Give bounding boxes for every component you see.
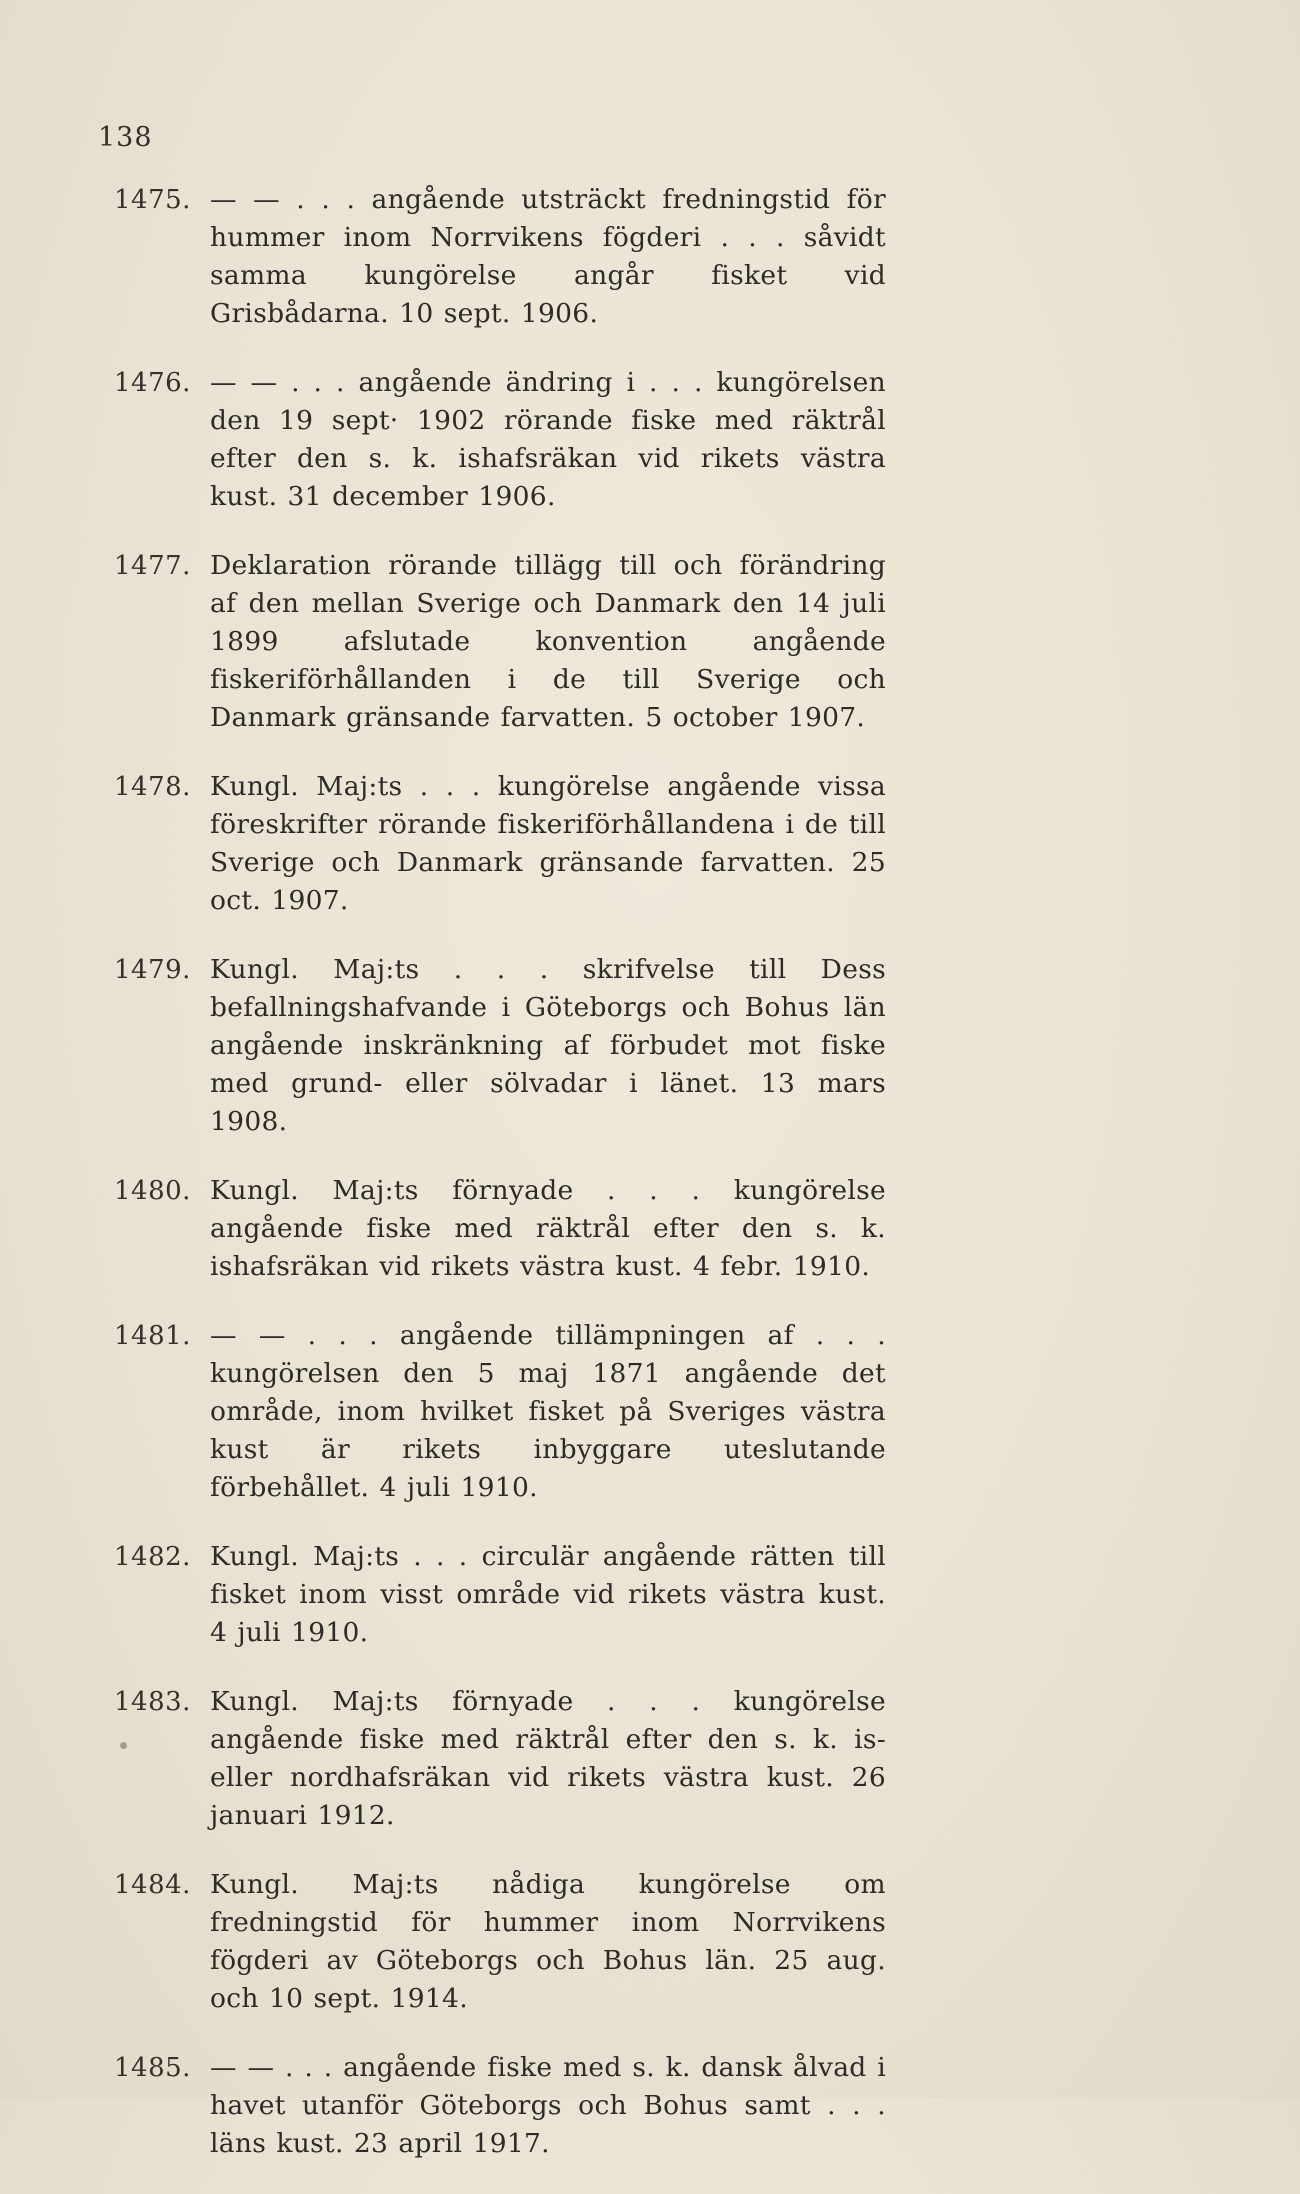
entry-text: Kungl. Maj:ts förnyade . . . kungörelse angående fiske med räktrål efter den s. k. ishafsräkan vid rikets västra kust. 4 febr. 1910. — [210, 1175, 886, 1282]
entry-list — [114, 181, 896, 2163]
document-page — [96, 122, 896, 2194]
stray-ink-mark — [120, 1742, 127, 1749]
entry — [114, 1538, 896, 1652]
entry — [114, 1172, 896, 1286]
entry-number: 1485. — [114, 2053, 191, 2083]
page-number: 138 — [98, 122, 153, 153]
entry-number: 1476. — [114, 368, 191, 398]
entry — [114, 1683, 896, 1835]
entry-text: Kungl. Maj:ts . . . circulär angående rätten till fisket inom visst område vid rikets västra kust. 4 juli 1910. — [210, 1541, 886, 1648]
entry-text: Kungl. Maj:ts . . . skrifvelse till Dess befallningshafvande i Göteborgs och Bohus län angående inskränkning af förbudet mot fiske med grund- eller sölvadar i länet. 13 mars 1908. — [210, 954, 886, 1137]
entry — [114, 768, 896, 920]
entry-text: — — . . . angående tillämpningen af . . . kungörelsen den 5 maj 1871 angående det område, inom hvilket fisket på Sveriges västra kust är rikets inbyggare uteslutande förbehållet. 4 juli 1910. — [210, 1320, 886, 1503]
entry-number: 1482. — [114, 1542, 191, 1572]
entry — [114, 181, 896, 333]
entry — [114, 1866, 896, 2018]
entry-number: 1483. — [114, 1687, 191, 1717]
entry-text: Kungl. Maj:ts förnyade . . . kungörelse angående fiske med räktrål efter den s. k. is- eller nordhafsräkan vid rikets västra kust. 26 januari 1912. — [210, 1686, 886, 1831]
entry-number: 1481. — [114, 1321, 191, 1351]
entry — [114, 1317, 896, 1507]
entry-text: Kungl. Maj:ts . . . kungörelse angående vissa föreskrifter rörande fiskeriförhållandena i de till Sverige och Danmark gränsande farvatten. 25 oct. 1907. — [210, 771, 886, 916]
entry-number: 1478. — [114, 772, 191, 802]
entry-text: — — . . . angående ändring i . . . kungörelsen den 19 sept· 1902 rörande fiske med räktrål efter den s. k. ishafsräkan vid rikets västra kust. 31 december 1906. — [210, 367, 886, 512]
entry — [114, 951, 896, 1141]
entry-text: Deklaration rörande tillägg till och förändring af den mellan Sverige och Danmark den 14 juli 1899 afslutade konvention angående fiskeriförhållanden i de till Sverige och Danmark gränsande farvatten. 5 october 1907. — [210, 550, 886, 733]
entry — [114, 547, 896, 737]
entry — [114, 364, 896, 516]
entry — [114, 2049, 896, 2163]
entry-number: 1479. — [114, 955, 191, 985]
entry-number: 1480. — [114, 1176, 191, 1206]
entry-number: 1475. — [114, 185, 191, 215]
entry-text: — — . . . angående utsträckt fredningstid för hummer inom Norrvikens fögderi . . . såvidt samma kungörelse angår fisket vid Grisbådarna. 10 sept. 1906. — [210, 184, 886, 329]
entry-text: — — . . . angående fiske med s. k. dansk ålvad i havet utanför Göteborgs och Bohus samt . . . läns kust. 23 april 1917. — [210, 2052, 886, 2159]
entry-text: Kungl. Maj:ts nådiga kungörelse om fredningstid för hummer inom Norrvikens fögderi av Göteborgs och Bohus län. 25 aug. och 10 sept. 1914. — [210, 1869, 886, 2014]
entry-number: 1484. — [114, 1870, 191, 1900]
entry-number: 1477. — [114, 551, 191, 581]
